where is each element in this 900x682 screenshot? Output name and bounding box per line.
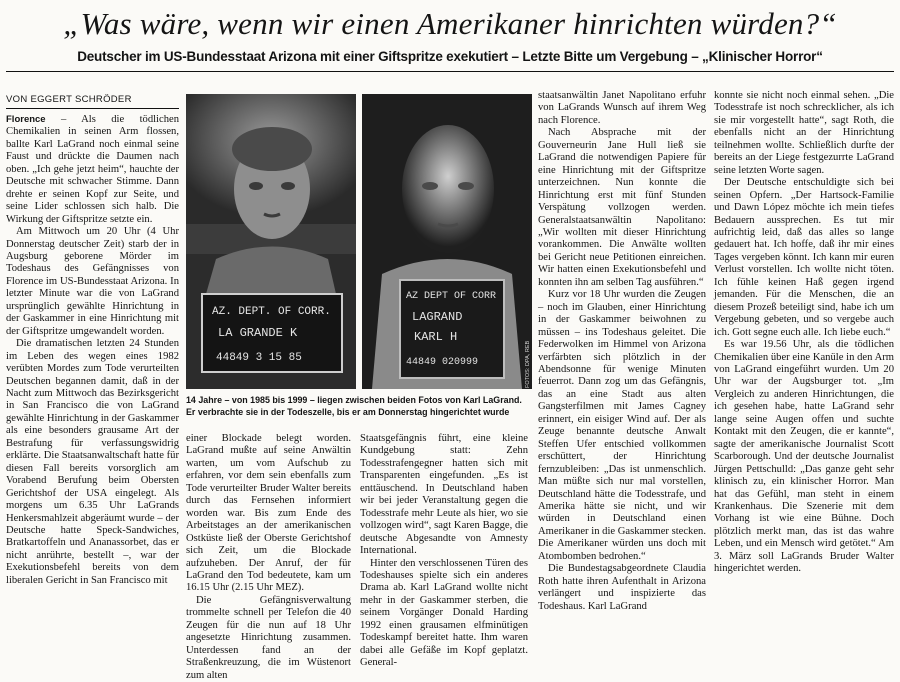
byline-author: EGGERT SCHRÖDER: [30, 94, 132, 105]
mugshot-1999-image: [362, 94, 532, 389]
paragraph-text: – Als die tödlichen Chemikalien in seinen Arm flossen, ballte Karl LaGrand noch einmal seine Faust und drückte die Daumen nach oben. „Ich gehe jetzt heim“, hauchte der Deutsche mit schwacher Stimme. Dann drehte er seinen Kopf zur Seite, und seine Lider schlossen sich halb. Die Wirkung der Giftspritze setzte ein.: [6, 114, 179, 225]
article-paragraph: Nach Absprache mit der Gouverneurin Jane Hull ließ sie LaGrand die notwendigen Papiere für eine Hinrichtung mit der Giftspritze unterzeichnen. Nun konnte die Hinrichtung erst mit fünf Stunden Verspätung vollzogen werden. Generalstaatsanwältin Napolitano: „Wir wollten mit dieser Hinrichtung vorankommen. Die Anwälte wollten bei Gericht neue Petitionen einreichen. Wir hatten einen Exekutionsbefehl und konnten ihn am selben Tag ausführen.“: [538, 127, 706, 288]
photo-1985: [186, 94, 356, 389]
photo-1999: [362, 94, 532, 389]
sign-line-1: AZ. DEPT. OF CORR.: [212, 306, 331, 318]
article-paragraph: Die Gefängnisverwaltung trommelte schnell per Telefon die 40 Zeugen für die nun auf 18 Uhr angesetzte Hinrichtung zusammen. Unterdessen fand an der Straßenkreuzung, die im Wüstenort zum alten: [186, 594, 351, 681]
sign-line-2: LAGRAND: [412, 310, 463, 324]
article-paragraph: staatsanwältin Janet Napolitano erfuhr von LaGrands Wunsch auf ihrem Weg nach Florence.: [538, 90, 706, 126]
article-paragraph: Der Deutsche entschuldigte sich bei seinen Opfern. „Der Hartsock-Familie und Dawn López möchte ich mein tiefes Bedauern aussprechen. Es tut mir aufrichtig leid, daß das alles so lange gedauert hat. Ich hoffe, daß ihr mir eines Tages vergeben könnt. Ich kann mir euren Verlust vorstellen. Ich wollte nicht töten. Ich fühle keinen Haß gegen irgend jemanden. Für die Menschen, die an diesem Prozeß beteiligt sind, habe ich um Vergebung gebeten, und so vergebe auch ich. Gott segne euch alle. Ich liebe euch.“: [714, 177, 894, 338]
photo-caption: 14 Jahre – von 1985 bis 1999 – liegen zwischen beiden Fotos von Karl LaGrand. Er verbrachte sie in der Todeszelle, bis er am Donnerstag hingerichtet wurde: [186, 395, 522, 417]
sign-line-3: 44849 3 15 85: [216, 352, 302, 364]
byline: [6, 94, 181, 106]
article-column-1: [6, 114, 179, 609]
subheadline: Deutscher im US-Bundesstaat Arizona mit einer Giftspritze exekutiert – Letzte Bitte um Vergebung – „Klinischer Horror“: [77, 49, 823, 64]
sign-line-1: AZ DEPT OF CORR: [406, 291, 497, 302]
sign-line-2: LA GRANDE K: [218, 326, 298, 340]
top-rule: [6, 71, 894, 72]
article-column-4: [538, 90, 706, 612]
sign-line-3: KARL H: [414, 330, 458, 344]
article-paragraph: Am Mittwoch um 20 Uhr (4 Uhr Donnerstag deutscher Zeit) starb der in Augsburg geborene Mörder im Todeshaus des Gefängnisses von Florence im US-Bundesstaat Arizona. In letzter Minute war die von LaGrand ursprünglich gewählte Hinrichtung in der Gaskammer in eine Hinrichtung mit der Giftspritze umgewandelt worden.: [6, 226, 179, 337]
article-paragraph: [6, 114, 179, 226]
article-paragraph: Die dramatischen letzten 24 Stunden im Leben des wegen eines 1982 verübten Mordes zum Tode verurteilten Deutschen begannen damit, daß in der Nacht zum Mittwoch das Bezirksgericht in San Francisco die von LaGrand gewählte Hinrichtung in der Gaskammer als eine besonders grausame Art der Bestrafung für verfassungswidrig erklärte. Die Staatsanwaltschaft hatte für diesen Fall bereits vorsorglich am Vorabend Berufung beim Obersten Gerichtshof der USA eingelegt. Als morgens um 6.35 Uhr LaGrands Henkersmahlzeit abgeräumt wurde – der Deutsche hatte Speck-Sandwiches, Bratkartoffeln und Ananassorbet, das er nicht anrührte, bestellt –, war der Exekutionsbefehl bereits von dem liberalen Gericht in San Francisco mit: [6, 338, 179, 586]
sign-line-4: 44849 020999: [406, 357, 479, 368]
article-paragraph: Hinter den verschlossenen Türen des Todeshauses spielte sich ein anderes Drama ab. Karl LaGrand wollte nicht mehr in der Gaskammer sterben, die seinem Vorgänger Donald Harding 1992 einen grausamen elfminütigen Todeskampf bereitet hatte. Ihm waren dabei alle Gefäße im Kopf geplatzt. General-: [360, 557, 528, 669]
photo-credit: FOTOS: DPA, REB: [525, 340, 531, 388]
article-paragraph: Staatsgefängnis führt, eine kleine Kundgebung statt: Zehn Todesstrafengegner hatten sich mit Transparenten eingefunden. „Es ist enttäuschend. In Deutschland haben wir bei jeder Veranstaltung gegen die Todesstrafe mehr Leute als hier, wo sie vollzogen wird“, sagt Karen Bagge, die deutsche Abgesandte von Amnesty International.: [360, 433, 528, 557]
dateline: Florence: [6, 114, 46, 125]
article-column-3: [360, 433, 528, 669]
article-paragraph: Kurz vor 18 Uhr wurden die Zeugen – noch im Glauben, einer Hinrichtung in der Gaskammer beiwohnen zu müssen – ins Todeshaus geleitet. Die Federwolken im Himmel von Arizona verfärbten sich plötzlich in der Abendsonne für wenige Minuten feuerrot. Dann zog um das Gefängnis, das an eine Stadt aus alten Gangsterfilmen mit James Cagney erinnert, ein eisiger Wind auf. Der als Zeuge benannte deutsche Anwalt Steffen Ufer entschied vollkommen erschüttert, der Hinrichtung fernzubleiben: „Das ist unmenschlich. Man müßte sich nur mal vorstellen, Deutschland hätte die Todesstrafe, und Amerika hätte sie nicht, und wir würden in Deutschland einen Amerikaner in die Gaskammer stecken. Die Amerikaner würden uns doch mit Atombomben bedrohen.“: [538, 289, 706, 562]
article-paragraph: einer Blockade belegt worden. LaGrand mußte auf seine Anwältin warten, um vom Aufschub zu erfahren, vor dem sein ebenfalls zum Tode verurteilter Bruder Walter bereits durch das Fernsehen informiert worden war. Bis zum Ende des Arbeitstages an der amerikanischen Ostküste ließ der Oberste Gerichtshof sich Zeit, um die Blockade aufzuheben. Der Anruf, der für LaGrand den Tod bedeutete, kam um 16.15 Uhr (2.15 Uhr MEZ).: [186, 433, 351, 594]
mugshot-1985-image: [186, 94, 356, 389]
byline-prefix: VON: [6, 94, 28, 105]
article-column-2: [186, 433, 351, 681]
article-paragraph: konnte sie nicht noch einmal sehen. „Die Todesstrafe ist noch schrecklicher, als ich sie mir vorgestellt hatte“, sagt Roth, die ebenfalls nicht an der Hinrichtung teilnehmen wollte. Schließlich durfte der bereits an der Liege festgezurrte LaGrand seine letzten Worte sagen.: [714, 90, 894, 176]
headline: „Was wäre, wenn wir einen Amerikaner hinrichten würden?“: [63, 6, 837, 41]
article-column-5: [714, 90, 894, 609]
article-paragraph: Es war 19.56 Uhr, als die tödlichen Chemikalien über eine Kanüle in den Arm von LaGrand eingeführt wurden. Um 20 Uhr war der Augsburger tot. „Im Vergleich zu anderen Hinrichtungen, die ich gesehen habe, hatte LaGrand sehr lange seine Augen offen und suchte Kontakt mit den Zeugen, die er kannte“, sagte der amerikanische Journalist Scott Scarborough. Und der deutsche Journalist Jürgen Pettschulld: „Das ganze geht sehr klinisch zu, ein klinischer Horror. Man hat das Gefühl, man steht in einem Krankenhaus. Die Szenerie mit dem Vorhang ist wie eine Bühne. Doch plötzlich merkt man, das ist das wahre Leben, und ein Mensch wird getötet.“ Am 3. März soll LaGrands Bruder Walter hingerichtet werden.: [714, 339, 894, 575]
byline-rule: [6, 108, 179, 109]
article-paragraph: Die Bundestagsabgeordnete Claudia Roth hatte ihren Aufenthalt in Arizona verlängert und inspizierte das Todeshaus. Karl LaGrand: [538, 563, 706, 612]
